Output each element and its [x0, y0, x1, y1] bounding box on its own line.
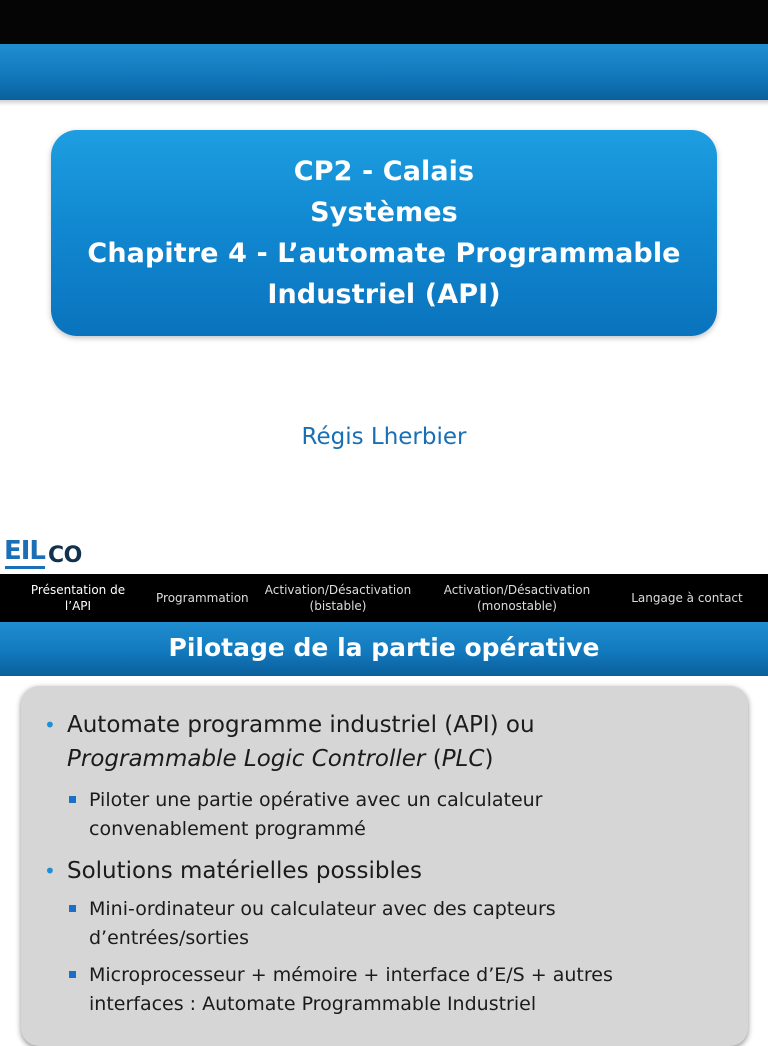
- sub-bullet-mini-ordinateur: [89, 895, 729, 953]
- slide2-content-box: [21, 686, 748, 1046]
- bullet-text: (: [425, 746, 442, 772]
- eilco-logo: [4, 536, 96, 572]
- logo-underline: [5, 566, 45, 569]
- title-line-3: Chapitre 4 - L’automate Programmable: [87, 238, 681, 269]
- nav-item-label-line2: l’API: [64, 599, 92, 613]
- nav-item-label-line2: (monostable): [477, 599, 557, 613]
- bullet-line: [67, 742, 727, 776]
- nav-item-presentation-api[interactable]: [0, 582, 156, 614]
- sub-bullet-line: interfaces : Automate Programmable Industriel: [89, 993, 537, 1015]
- section-nav-bar: [0, 574, 768, 622]
- nav-item-label-line1: Activation/Désactivation: [264, 583, 412, 597]
- logo-part-1: EIL: [4, 536, 46, 566]
- square-bullet-icon: [69, 971, 76, 978]
- slide1-top-bar: [0, 0, 768, 44]
- sub-bullet-line: Mini-ordinateur ou calculateur avec des capteurs: [89, 898, 556, 920]
- bullet-api: [44, 708, 727, 776]
- bullet-dot-icon: •: [44, 713, 56, 737]
- nav-item-langage-contact[interactable]: [606, 590, 768, 606]
- nav-item-label-line1: Présentation de: [30, 583, 126, 597]
- title-line-4: Industriel (API): [267, 279, 501, 310]
- bullet-solutions: [44, 854, 727, 888]
- sub-bullet-piloter: [89, 786, 729, 844]
- sub-bullet-line: Microprocesseur + mémoire + interface d’E/S + autres: [89, 964, 613, 986]
- bullet-italic-text: Programmable Logic Controller: [67, 746, 426, 772]
- nav-item-label-line2: (bistable): [309, 599, 367, 613]
- nav-item-programmation[interactable]: [156, 590, 248, 606]
- nav-item-label-line1: Langage à contact: [631, 591, 743, 605]
- nav-item-activation-monostable[interactable]: [428, 582, 606, 614]
- sub-bullet-line: d’entrées/sorties: [89, 927, 250, 949]
- nav-item-label-line1: Activation/Désactivation: [443, 583, 591, 597]
- square-bullet-icon: [69, 905, 76, 912]
- bullet-dot-icon: •: [44, 859, 56, 883]
- slide1-title-box: [51, 130, 717, 336]
- logo-part-2: CO: [48, 543, 82, 568]
- square-bullet-icon: [69, 796, 76, 803]
- sub-bullet-line: Piloter une partie opérative avec un calculateur: [89, 789, 543, 811]
- title-line-2: Systèmes: [310, 197, 458, 228]
- bullet-italic-text: PLC: [441, 746, 485, 772]
- author-name: Régis Lherbier: [301, 424, 467, 450]
- title-line-1: CP2 - Calais: [293, 156, 475, 187]
- slide2-heading: Pilotage de la partie opérative: [0, 622, 768, 676]
- nav-item-activation-bistable[interactable]: [248, 582, 428, 614]
- sub-bullet-microprocesseur: [89, 961, 729, 1019]
- sub-bullet-line: convenablement programmé: [89, 818, 366, 840]
- bullet-line: Automate programme industriel (API) ou: [67, 712, 535, 738]
- bullet-text: ): [484, 746, 494, 772]
- slide1-header-band: [0, 44, 768, 100]
- nav-item-label-line1: Programmation: [156, 591, 249, 605]
- bullet-line: Solutions matérielles possibles: [67, 858, 423, 884]
